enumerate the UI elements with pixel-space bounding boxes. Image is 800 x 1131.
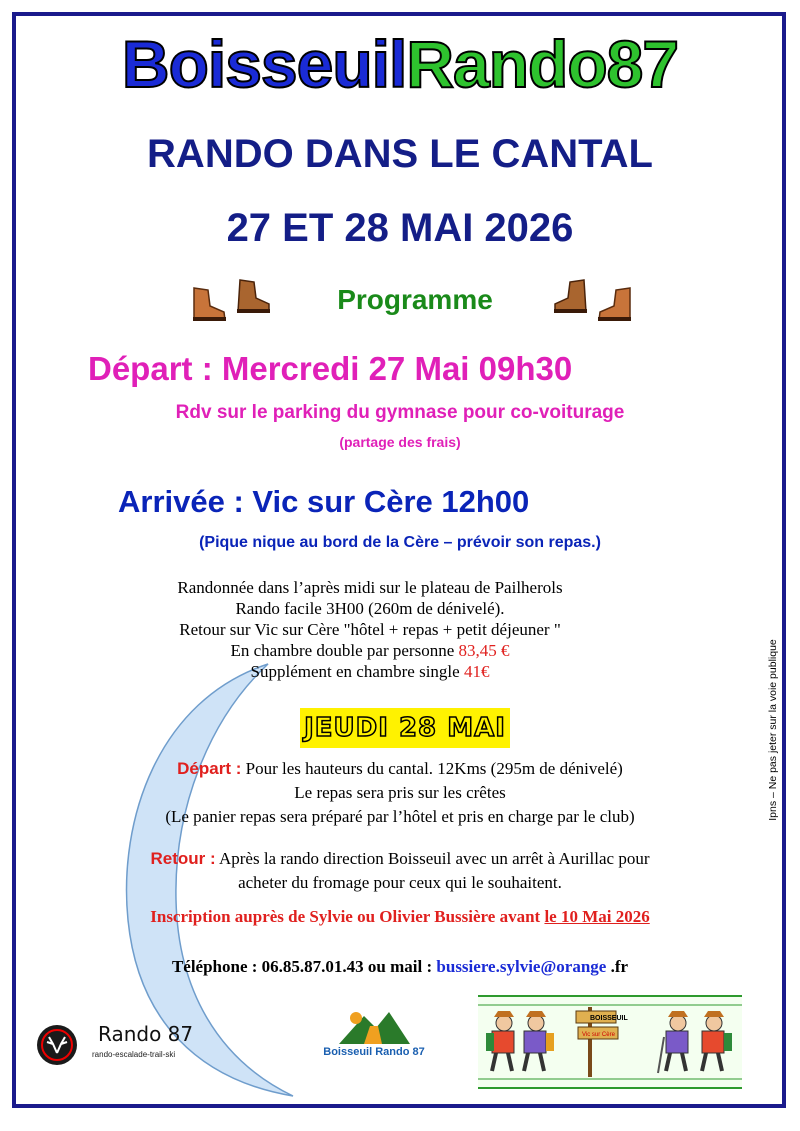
price-double: 83,45 € xyxy=(458,641,510,660)
jeudi-banner: JEUDI 28 MAI xyxy=(300,708,510,748)
detail-line: Rando facile 3H00 (260m de dénivelé). xyxy=(235,599,505,618)
inscription-line xyxy=(0,906,800,927)
day2-depart-line xyxy=(0,758,800,779)
hiking-boot-icon xyxy=(552,276,592,316)
deer-logo-icon xyxy=(36,1024,78,1066)
contact-label: Téléphone : 06.85.87.01.43 ou mail : xyxy=(171,957,437,976)
day2-depart-label: Départ : xyxy=(177,759,242,778)
detail-line: Retour sur Vic sur Cère "hôtel + repas + petit déjeuner " xyxy=(179,620,561,639)
sign-vic-sur-cere: Vic sur Cère xyxy=(582,1032,615,1038)
hikers-illustration xyxy=(478,995,742,1089)
retour-line-2: acheter du fromage pour ceux qui le souhaitent. xyxy=(238,873,562,892)
contact-email-suffix: .fr xyxy=(606,957,629,976)
hiking-boot-icon xyxy=(596,284,636,324)
ipns-text: Ipns – Ne pas jeter sur la voie publique xyxy=(767,639,779,821)
programme-heading: Programme xyxy=(337,284,493,315)
pique-nique-line: (Pique nique au bord de la Cère – prévoir son repas.) xyxy=(199,534,601,551)
inscription-text: Inscription auprès de Sylvie ou Olivier Bussière avant xyxy=(150,907,545,926)
retour-label: Retour : xyxy=(150,849,216,868)
repas-line: Le repas sera pris sur les crêtes xyxy=(294,783,506,802)
contact-line xyxy=(0,956,800,977)
hiker-figure xyxy=(486,1011,514,1071)
hiker-figure xyxy=(524,1011,554,1071)
title-rando87: Rando87 xyxy=(406,27,679,101)
hiker-figure xyxy=(658,1011,688,1073)
ipns-side-note xyxy=(764,600,782,860)
retour-line xyxy=(0,848,800,869)
title-boisseuil: Boisseuil xyxy=(121,27,407,101)
sign-boisseuil: BOISSEUIL xyxy=(590,1015,628,1022)
boisseuil-rando-logo-text: Boisseuil Rando 87 xyxy=(323,1046,425,1058)
boisseuil-rando-logo-icon xyxy=(334,1004,414,1046)
hiking-boot-icon xyxy=(188,284,228,324)
price-single: 41€ xyxy=(463,662,490,681)
price-single-line xyxy=(0,661,740,682)
rando87-logo-subtext: rando-escalade-trail-ski xyxy=(92,1050,176,1059)
rando87-logo-text: Rando 87 xyxy=(98,1022,194,1046)
inscription-deadline: le 10 Mai 2026 xyxy=(544,907,650,926)
price-double-line xyxy=(0,640,740,661)
day2-depart-text: Pour les hauteurs du cantal. 12Kms (295m de dénivelé) xyxy=(241,759,623,778)
price-double-label: En chambre double par personne xyxy=(230,641,459,660)
detail-line: Randonnée dans l’après midi sur le plateau de Pailherols xyxy=(177,578,563,597)
rdv-line: Rdv sur le parking du gymnase pour co-voiturage xyxy=(175,402,625,423)
panier-line: (Le panier repas sera préparé par l’hôtel et pris en charge par le club) xyxy=(165,807,635,826)
hikers-drawing xyxy=(478,997,742,1087)
arrivee-line: Arrivée : Vic sur Cère 12h00 xyxy=(118,484,530,519)
contact-email[interactable]: bussiere.sylvie@orange xyxy=(436,957,607,976)
afternoon-details xyxy=(0,577,740,682)
retour-text: Après la rando direction Boisseuil avec un arrêt à Aurillac pour xyxy=(215,849,650,868)
hiking-boot-icon xyxy=(232,276,272,316)
hiker-figure xyxy=(702,1011,732,1071)
event-dates: 27 ET 28 MAI 2026 xyxy=(226,206,574,250)
depart-day1: Départ : Mercredi 27 Mai 09h30 xyxy=(88,350,573,387)
club-title xyxy=(0,22,800,106)
frais-line: (partage des frais) xyxy=(339,434,461,450)
event-subtitle: RANDO DANS LE CANTAL xyxy=(147,132,653,176)
price-single-label: Supplément en chambre single xyxy=(250,662,464,681)
